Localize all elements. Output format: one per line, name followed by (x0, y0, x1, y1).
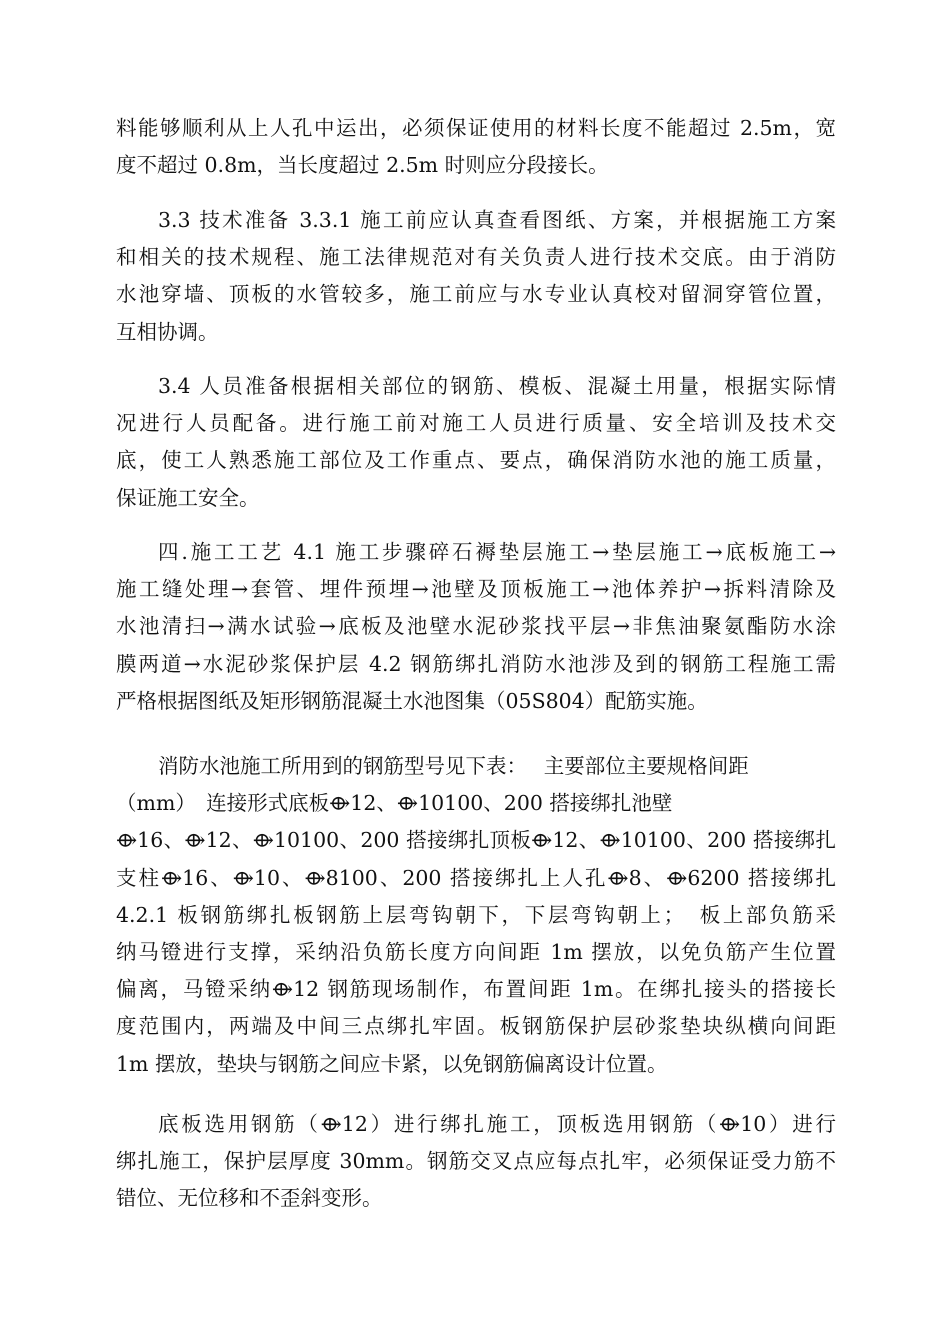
text-line: 度不超过 0.8m，当长度超过 2.5m 时则应分段接长。 (116, 153, 609, 178)
text-line: 水池清扫→满水试验→底板及池壁水泥砂浆找平层→非焦油聚氨酯防水涂 (116, 614, 836, 639)
text-line: 3.3 技术准备 3.3.1 施工前应认真查看图纸、方案，并根据施工方案 (158, 208, 836, 232)
paragraph-rebar-types (116, 748, 836, 1083)
text-line: 膜两道→水泥砂浆保护层 4.2 钢筋绑扎消防水池涉及到的钢筋工程施工需 (116, 651, 836, 676)
text-line: 和相关的技术规程、施工法律规范对有关负责人进行技术交底。由于消防 (116, 245, 836, 270)
text-line: 1m 摆放，垫块与钢筋之间应卡紧，以免钢筋偏离设计位置。 (116, 1051, 668, 1076)
text-line: 消防水池施工所用到的钢筋型号见下表： 主要部位主要规格间距 (158, 754, 749, 778)
text-line: （mm） 连接形式底板⟴12、⟴10100、200 搭接绑扎池壁 (116, 791, 673, 816)
text-line: 底，使工人熟悉施工部位及工作重点、要点，确保消防水池的施工质量， (116, 448, 836, 473)
text-line: ⟴16、⟴12、⟴10100、200 搭接绑扎顶板⟴12、⟴10100、200 搭接绑扎 (116, 828, 836, 853)
paragraph-personnel-preparation (116, 368, 836, 517)
text-line: 4.2.1 板钢筋绑扎板钢筋上层弯钩朝下，下层弯钩朝上； 板上部负筋采 (116, 902, 836, 927)
text-line: 绑扎施工，保护层厚度 30mm。钢筋交叉点应每点扎牢，必须保证受力筋不 (116, 1149, 836, 1174)
text-line: 3.4 人员准备根据相关部位的钢筋、模板、混凝土用量，根据实际情 (158, 374, 836, 398)
paragraph-base-slab-rebar (116, 1106, 836, 1218)
text-line: 四.施工工艺 4.1 施工步骤碎石褥垫层施工→垫层施工→底板施工→ (158, 540, 836, 564)
text-line: 保证施工安全。 (116, 485, 260, 510)
text-line: 错位、无位移和不歪斜变形。 (116, 1186, 383, 1211)
text-line: 底板选用钢筋（⟴12）进行绑扎施工，顶板选用钢筋（⟴10）进行 (158, 1112, 836, 1136)
paragraph-technical-preparation (116, 202, 836, 351)
text-line: 况进行人员配备。进行施工前对施工人员进行质量、安全培训及技术交 (116, 411, 836, 436)
paragraph-material-length (116, 110, 836, 184)
text-line: 纳马镫进行支撑，采纳沿负筋长度方向间距 1m 摆放，以免负筋产生位置 (116, 940, 836, 965)
text-line: 度范围内，两端及中间三点绑扎牢固。板钢筋保护层砂浆垫块纵横向间距 (116, 1014, 836, 1039)
text-line: 偏离，马镫采纳⟴12 钢筋现场制作，布置间距 1m。在绑扎接头的搭接长 (116, 977, 836, 1002)
text-line: 水池穿墙、顶板的水管较多，施工前应与水专业认真校对留洞穿管位置， (116, 282, 836, 307)
text-line: 料能够顺利从上人孔中运出，必须保证使用的材料长度不能超过 2.5m，宽 (116, 116, 836, 140)
text-line: 互相协调。 (116, 319, 219, 344)
text-line: 严格根据图纸及矩形钢筋混凝土水池图集（05S804）配筋实施。 (116, 688, 708, 713)
text-line: 施工缝处理→套管、埋件预埋→池壁及顶板施工→池体养护→拆料清除及 (116, 577, 836, 602)
text-line: 支柱⟴16、⟴10、⟴8100、200 搭接绑扎上人孔⟴8、⟴6200 搭接绑扎 (116, 865, 836, 890)
paragraph-construction-process (116, 534, 836, 720)
